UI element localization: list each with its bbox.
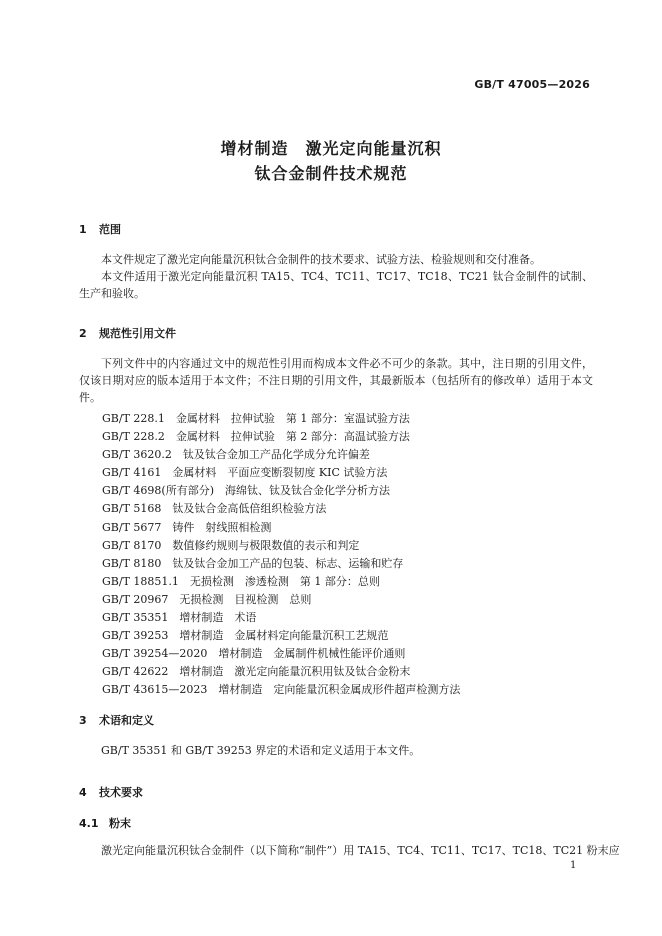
section-number: 1 [79, 223, 87, 236]
section-2-heading [79, 325, 176, 341]
reference-item: GB/T 42622 增材制造 激光定向能量沉积用钛及钛合金粉末 [102, 665, 411, 679]
section-1-heading [79, 221, 121, 237]
reference-item: GB/T 8170 数值修约规则与极限数值的表示和判定 [102, 538, 360, 552]
section-number: 2 [79, 327, 87, 340]
section-2-intro [79, 355, 593, 406]
reference-item: GB/T 39254—2020 增材制造 金属制件机械性能评价通则 [102, 647, 406, 661]
subsection-title: 粉末 [109, 817, 131, 830]
reference-item: GB/T 8180 钛及钛合金加工产品的包装、标志、运输和贮存 [102, 556, 404, 570]
section-1-body [79, 251, 593, 302]
document-code: GB/T 47005—2026 [474, 78, 590, 91]
reference-item: GB/T 5677 铸件 射线照相检测 [102, 520, 272, 534]
paragraph: 激光定向能量沉积钛合金制件（以下简称“制件”）用 TA15、TC4、TC11、TC17、TC18、TC21 粉末应 [101, 844, 620, 857]
section-title: 术语和定义 [99, 714, 154, 727]
reference-item: GB/T 3620.2 钛及钛合金加工产品化学成分允许偏差 [102, 448, 370, 462]
section-3-heading [79, 712, 154, 728]
section-number: 3 [79, 714, 87, 727]
reference-item: GB/T 228.2 金属材料 拉伸试验 第 2 部分：高温试验方法 [102, 430, 410, 444]
page-number: 1 [570, 860, 577, 871]
paragraph: 下列文件中的内容通过文中的规范性引用而构成本文件必不可少的条款。其中，注日期的引用文件，仅该日期对应的版本适用于本文件；不注日期的引用文件，其最新版本（包括所有的修改单）适用于本文件。 [79, 357, 593, 404]
document-title-line-1: 增材制造 激光定向能量沉积 [220, 139, 442, 158]
reference-item: GB/T 18851.1 无损检测 渗透检测 第 1 部分：总则 [102, 574, 380, 588]
section-3-body [79, 742, 593, 759]
document-title-line-2: 钛合金制件技术规范 [254, 164, 408, 183]
section-title: 技术要求 [99, 786, 143, 799]
section-title: 范围 [99, 223, 121, 236]
section-4-1-body [79, 842, 620, 859]
paragraph: 本文件适用于激光定向能量沉积 TA15、TC4、TC11、TC17、TC18、TC21 钛合金制件的试制、生产和验收。 [79, 270, 593, 300]
section-4-heading [79, 784, 143, 800]
section-title: 规范性引用文件 [99, 327, 176, 340]
reference-item: GB/T 4698(所有部分) 海绵钛、钛及钛合金化学分析方法 [102, 484, 390, 498]
paragraph: GB/T 35351 和 GB/T 39253 界定的术语和定义适用于本文件。 [101, 744, 421, 757]
paragraph: 本文件规定了激光定向能量沉积钛合金制件的技术要求、试验方法、检验规则和交付准备。 [101, 253, 541, 266]
reference-item: GB/T 20967 无损检测 目视检测 总则 [102, 592, 312, 606]
reference-item: GB/T 43615—2023 增材制造 定向能量沉积金属成形件超声检测方法 [102, 683, 461, 697]
section-number: 4 [79, 786, 87, 799]
reference-item: GB/T 5168 钛及钛合金高低倍组织检验方法 [102, 502, 327, 516]
reference-item: GB/T 228.1 金属材料 拉伸试验 第 1 部分：室温试验方法 [102, 412, 410, 425]
reference-item: GB/T 4161 金属材料 平面应变断裂韧度 KIC 试验方法 [102, 466, 388, 480]
subsection-number: 4.1 [79, 817, 99, 830]
subsection-4-1-heading [79, 815, 131, 831]
reference-item: GB/T 39253 增材制造 金属材料定向能量沉积工艺规范 [102, 629, 389, 643]
reference-item: GB/T 35351 增材制造 术语 [102, 611, 257, 625]
normative-references-list [102, 410, 592, 700]
